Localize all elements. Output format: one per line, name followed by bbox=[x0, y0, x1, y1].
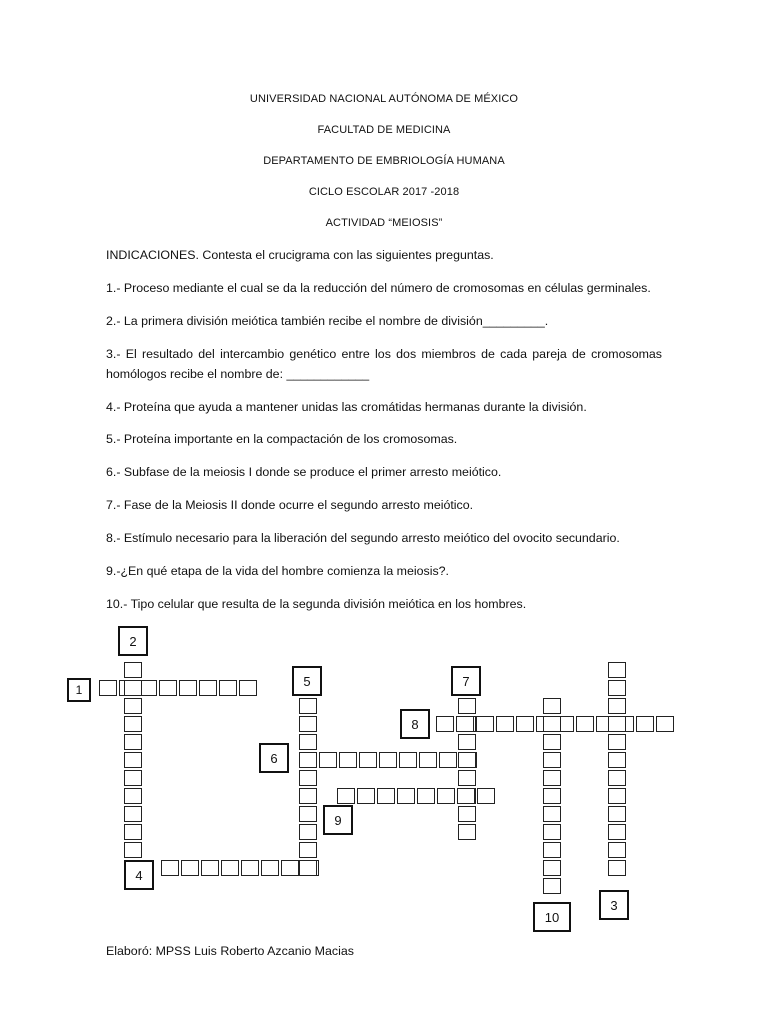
crossword-cell[interactable] bbox=[458, 770, 476, 786]
question-5: 5.- Proteína importante en la compactación de los cromosomas. bbox=[106, 432, 458, 446]
clue-number-7: 7 bbox=[451, 666, 481, 696]
crossword-cell[interactable] bbox=[496, 716, 514, 732]
crossword-cell[interactable] bbox=[221, 860, 239, 876]
clue-number-1: 1 bbox=[67, 678, 91, 702]
crossword-cell[interactable] bbox=[458, 824, 476, 840]
crossword-cell[interactable] bbox=[124, 806, 142, 822]
crossword-cell[interactable] bbox=[161, 860, 179, 876]
crossword-cell[interactable] bbox=[543, 770, 561, 786]
crossword-cell[interactable] bbox=[419, 752, 437, 768]
crossword-cell[interactable] bbox=[437, 788, 455, 804]
crossword-cell[interactable] bbox=[359, 752, 377, 768]
crossword-cell[interactable] bbox=[299, 716, 317, 732]
crossword-cell[interactable] bbox=[436, 716, 454, 732]
crossword-cell[interactable] bbox=[379, 752, 397, 768]
crossword-cell[interactable] bbox=[608, 806, 626, 822]
crossword-cell[interactable] bbox=[124, 662, 142, 678]
crossword-cell[interactable] bbox=[124, 752, 142, 768]
crossword-cell[interactable] bbox=[417, 788, 435, 804]
crossword-cell[interactable] bbox=[124, 734, 142, 750]
crossword-cell[interactable] bbox=[124, 824, 142, 840]
crossword-cell[interactable] bbox=[608, 788, 626, 804]
crossword-cell[interactable] bbox=[516, 716, 534, 732]
crossword-cell[interactable] bbox=[656, 716, 674, 732]
question-6: 6.- Subfase de la meiosis I donde se produce el primer arresto meiótico. bbox=[106, 465, 502, 479]
crossword-cell[interactable] bbox=[281, 860, 299, 876]
question-4: 4.- Proteína que ayuda a mantener unidas las cromátidas hermanas durante la división. bbox=[106, 400, 587, 414]
question-10: 10.- Tipo celular que resulta de la segunda división meiótica en los hombres. bbox=[106, 597, 527, 611]
crossword-cell[interactable] bbox=[543, 824, 561, 840]
department-title: DEPARTAMENTO DE EMBRIOLOGÍA HUMANA bbox=[263, 155, 505, 167]
clue-number-9: 9 bbox=[323, 805, 353, 835]
crossword-cell[interactable] bbox=[439, 752, 457, 768]
crossword-cell[interactable] bbox=[608, 770, 626, 786]
question-3: 3.- El resultado del intercambio genético entre los dos miembros de cada pareja de cromosomas homólogos recibe el nombre de: ____________ bbox=[106, 347, 662, 381]
crossword-cell[interactable] bbox=[159, 680, 177, 696]
crossword-cell[interactable] bbox=[181, 860, 199, 876]
crossword-cell[interactable] bbox=[543, 698, 561, 714]
crossword-cell[interactable] bbox=[239, 680, 257, 696]
crossword-cell[interactable] bbox=[543, 788, 561, 804]
clue-number-2: 2 bbox=[118, 626, 148, 656]
university-title: UNIVERSIDAD NACIONAL AUTÓNOMA DE MÉXICO bbox=[249, 93, 519, 105]
crossword-cell[interactable] bbox=[458, 698, 476, 714]
crossword-cell[interactable] bbox=[457, 788, 475, 804]
crossword-cell[interactable] bbox=[477, 788, 495, 804]
crossword-cell[interactable] bbox=[337, 788, 355, 804]
crossword-cell[interactable] bbox=[179, 680, 197, 696]
crossword-cell[interactable] bbox=[608, 860, 626, 876]
crossword-cell[interactable] bbox=[543, 860, 561, 876]
crossword-cell[interactable] bbox=[377, 788, 395, 804]
question-7: 7.- Fase de la Meiosis II donde ocurre el segundo arresto meiótico. bbox=[106, 498, 474, 512]
crossword-cell[interactable] bbox=[219, 680, 237, 696]
question-2: 2.- La primera división meiótica también recibe el nombre de división_________. bbox=[106, 314, 549, 328]
crossword-cell[interactable] bbox=[456, 716, 474, 732]
crossword-cell[interactable] bbox=[201, 860, 219, 876]
clue-number-3: 3 bbox=[599, 890, 629, 920]
author-credit: Elaboró: MPSS Luis Roberto Azcanio Macias bbox=[106, 944, 354, 958]
crossword-cell[interactable] bbox=[299, 734, 317, 750]
crossword-cell[interactable] bbox=[124, 788, 142, 804]
crossword-cell[interactable] bbox=[458, 734, 476, 750]
crossword-cell[interactable] bbox=[124, 716, 142, 732]
clue-number-4: 4 bbox=[124, 860, 154, 890]
crossword-cell[interactable] bbox=[339, 752, 357, 768]
crossword-cell[interactable] bbox=[357, 788, 375, 804]
crossword-cell[interactable] bbox=[458, 752, 476, 768]
activity-title: ACTIVIDAD “MEIOSIS” bbox=[325, 217, 443, 229]
instructions: INDICACIONES. Contesta el crucigrama con las siguientes preguntas. bbox=[106, 248, 494, 262]
school-year: CICLO ESCOLAR 2017 -2018 bbox=[308, 186, 460, 198]
crossword-cell[interactable] bbox=[199, 680, 217, 696]
crossword-cell[interactable] bbox=[299, 806, 317, 822]
crossword-cell[interactable] bbox=[543, 716, 561, 732]
crossword-cell[interactable] bbox=[608, 698, 626, 714]
crossword-cell[interactable] bbox=[476, 716, 494, 732]
crossword-cell[interactable] bbox=[608, 716, 626, 732]
crossword-cell[interactable] bbox=[458, 806, 476, 822]
crossword-cell[interactable] bbox=[608, 752, 626, 768]
crossword-cell[interactable] bbox=[299, 824, 317, 840]
crossword-cell[interactable] bbox=[124, 842, 142, 858]
crossword-cell[interactable] bbox=[299, 698, 317, 714]
question-9: 9.-¿En qué etapa de la vida del hombre comienza la meiosis?. bbox=[106, 564, 449, 578]
clue-number-8: 8 bbox=[400, 709, 430, 739]
crossword-cell[interactable] bbox=[543, 806, 561, 822]
crossword-cell[interactable] bbox=[543, 752, 561, 768]
crossword-cell[interactable] bbox=[319, 752, 337, 768]
question-1: 1.- Proceso mediante el cual se da la reducción del número de cromosomas en células germinales. bbox=[106, 281, 651, 295]
clue-number-5: 5 bbox=[292, 666, 322, 696]
crossword-cell[interactable] bbox=[608, 662, 626, 678]
crossword-cell[interactable] bbox=[636, 716, 654, 732]
crossword-cell[interactable] bbox=[608, 842, 626, 858]
crossword-cell[interactable] bbox=[99, 680, 117, 696]
crossword-cell[interactable] bbox=[124, 770, 142, 786]
crossword-cell[interactable] bbox=[397, 788, 415, 804]
question-8: 8.- Estímulo necesario para la liberación del segundo arresto meiótico del ovocito secundario. bbox=[106, 531, 620, 545]
crossword-cell[interactable] bbox=[299, 788, 317, 804]
crossword-cell[interactable] bbox=[299, 860, 317, 876]
crossword-cell[interactable] bbox=[124, 680, 142, 696]
crossword-cell[interactable] bbox=[608, 734, 626, 750]
crossword-cell[interactable] bbox=[299, 770, 317, 786]
crossword-cell[interactable] bbox=[543, 734, 561, 750]
crossword-cell[interactable] bbox=[608, 680, 626, 696]
crossword-cell[interactable] bbox=[299, 842, 317, 858]
clue-number-6: 6 bbox=[259, 743, 289, 773]
faculty-title: FACULTAD DE MEDICINA bbox=[317, 124, 451, 136]
crossword-cell[interactable] bbox=[124, 698, 142, 714]
crossword-cell[interactable] bbox=[399, 752, 417, 768]
crossword-cell[interactable] bbox=[543, 878, 561, 894]
crossword-cell[interactable] bbox=[299, 752, 317, 768]
crossword-cell[interactable] bbox=[261, 860, 279, 876]
crossword-cell[interactable] bbox=[241, 860, 259, 876]
crossword-cell[interactable] bbox=[576, 716, 594, 732]
clue-number-10: 10 bbox=[533, 902, 571, 932]
crossword-cell[interactable] bbox=[543, 842, 561, 858]
crossword-cell[interactable] bbox=[608, 824, 626, 840]
